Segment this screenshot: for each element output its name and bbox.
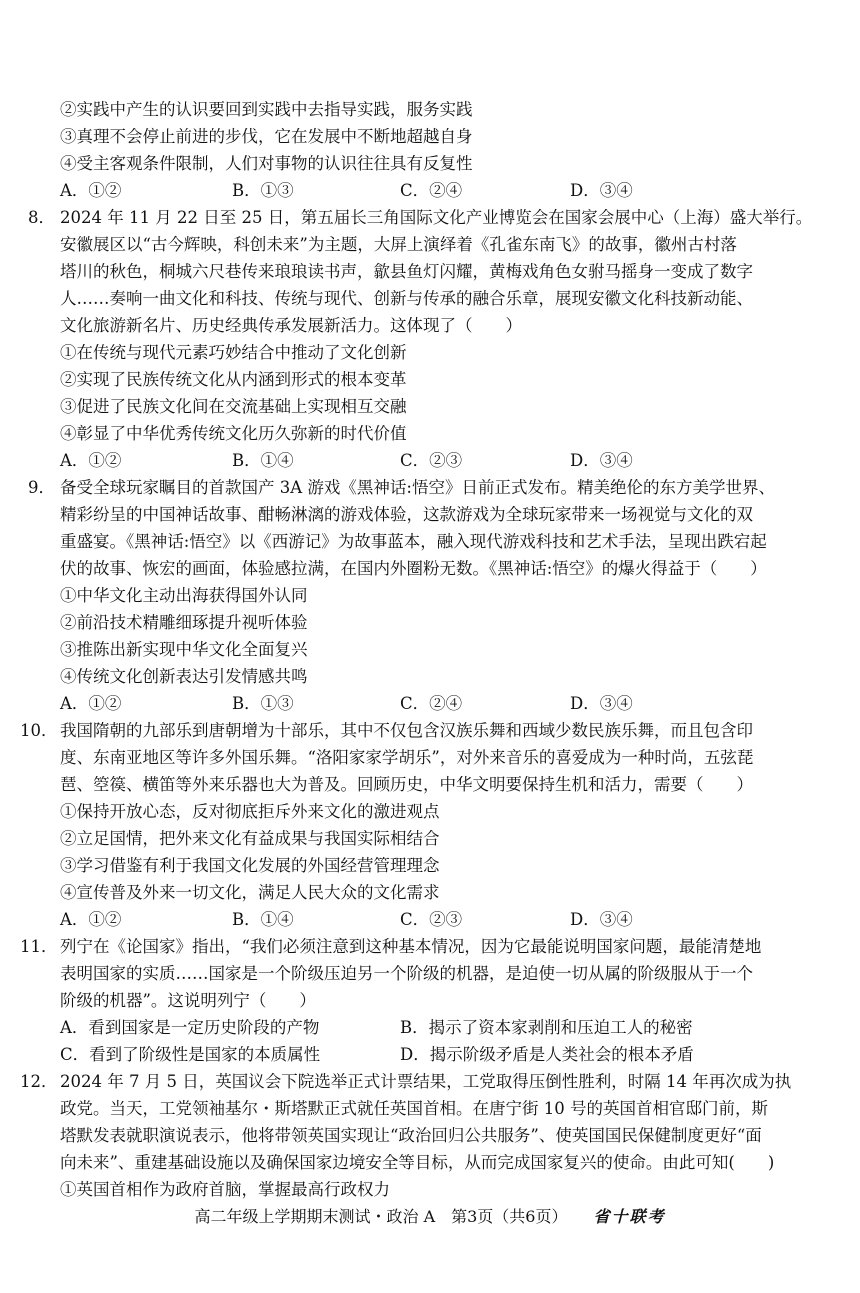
q7-item-2: ②实践中产生的认识要回到实践中去指导实践，服务实践 bbox=[60, 100, 473, 119]
q10-stem-line-3: 琶、箜篌、横笛等外来乐器也大为普及。回顾历史，中华文明要保持生机和活力，需要（ ） bbox=[60, 775, 753, 794]
q9-stem-line-4: 伏的故事、恢宏的画面，体验感拉满，在国内外圈粉无数。《黑神话:悟空》的爆火得益于（ ） bbox=[60, 559, 767, 578]
q7-item-4: ④受主客观条件限制，人们对事物的认识往往具有反复性 bbox=[60, 154, 473, 173]
q9-stem-line-3: 重盛宴。《黑神话:悟空》以《西游记》为故事蓝本，融入现代游戏科技和艺术手法，呈现出跌宕起 bbox=[60, 532, 767, 551]
q10-option-d: D．③④ bbox=[570, 910, 633, 929]
q10-item-1: ①保持开放心态，反对彻底拒斥外来文化的激进观点 bbox=[60, 802, 440, 821]
footer-text: 高二年级上学期期末测试・政治 A 第3页（共6页） bbox=[194, 1207, 568, 1226]
q7-option-b: B．①③ bbox=[232, 181, 294, 200]
q8-option-a: A．①② bbox=[60, 451, 122, 470]
q11-option-d: D．揭示阶级矛盾是人类社会的根本矛盾 bbox=[400, 1045, 694, 1064]
q8-item-1: ①在传统与现代元素巧妙结合中推动了文化创新 bbox=[60, 343, 407, 362]
q8-stem-line-3: 塔川的秋色，桐城六尺巷传来琅琅读书声，歙县鱼灯闪耀，黄梅戏角色女驸马摇身一变成了数字 bbox=[60, 262, 753, 281]
q9-option-b: B．①③ bbox=[232, 694, 294, 713]
q7-option-c: C．②④ bbox=[400, 181, 463, 200]
q11-number: 11． bbox=[20, 937, 58, 956]
q10-item-4: ④宣传普及外来一切文化，满足人民大众的文化需求 bbox=[60, 883, 440, 902]
q8-item-2: ②实现了民族传统文化从内涵到形式的根本变革 bbox=[60, 370, 407, 389]
q8-option-b: B．①④ bbox=[232, 451, 294, 470]
q10-item-2: ②立足国情，把外来文化有益成果与我国实际相结合 bbox=[60, 829, 440, 848]
q8-stem-line-5: 文化旅游新名片、历史经典传承发展新活力。这体现了（ ） bbox=[60, 316, 522, 335]
q11-stem-line-1: 列宁在《论国家》指出，“我们必须注意到这种基本情况，因为它最能说明国家问题，最能清楚地 bbox=[60, 937, 762, 956]
q8-item-3: ③促进了民族文化间在交流基础上实现相互交融 bbox=[60, 397, 407, 416]
q8-stem-line-2: 安徽展区以“古今辉映，科创未来”为主题，大屏上演绎着《孔雀东南飞》的故事，徽州古村落 bbox=[60, 235, 737, 254]
q9-option-a: A．①② bbox=[60, 694, 122, 713]
q8-stem-line-1: 2024 年 11 月 22 日至 25 日，第五届长三角国际文化产业博览会在国家会展中心（上海）盛大举行。 bbox=[60, 208, 813, 227]
q8-number: 8． bbox=[28, 208, 55, 227]
q9-item-1: ①中华文化主动出海获得国外认同 bbox=[60, 586, 308, 605]
q12-item-1: ①英国首相作为政府首脑，掌握最高行政权力 bbox=[60, 1180, 390, 1199]
q9-item-3: ③推陈出新实现中华文化全面复兴 bbox=[60, 640, 308, 659]
q11-option-c: C．看到了阶级性是国家的本质属性 bbox=[60, 1045, 321, 1064]
q12-stem-line-4: 向未来”、重建基础设施以及确保国家边境安全等目标，从而完成国家复兴的使命。由此可知( ) bbox=[60, 1153, 775, 1172]
q12-number: 12． bbox=[20, 1072, 58, 1091]
exam-brand: 省十联考 bbox=[593, 1207, 666, 1226]
q12-stem-line-3: 塔默发表就职演说表示，他将带领英国实现让“政治回归公共服务”、使英国国民保健制度更好“面 bbox=[60, 1126, 762, 1145]
q7-item-3: ③真理不会停止前进的步伐，它在发展中不断地超越自身 bbox=[60, 127, 473, 146]
q7-option-d: D．③④ bbox=[570, 181, 633, 200]
q9-number: 9． bbox=[28, 478, 55, 497]
q11-stem-line-2: 表明国家的实质……国家是一个阶级压迫另一个阶级的机器，是迫使一切从属的阶级服从于一个 bbox=[60, 964, 753, 983]
q10-option-c: C．②③ bbox=[400, 910, 463, 929]
q9-option-c: C．②④ bbox=[400, 694, 463, 713]
q9-item-2: ②前沿技术精雕细琢提升视听体验 bbox=[60, 613, 308, 632]
q9-stem-line-2: 精彩纷呈的中国神话故事、酣畅淋漓的游戏体验，这款游戏为全球玩家带来一场视觉与文化的双 bbox=[60, 505, 753, 524]
q12-stem-line-1: 2024 年 7 月 5 日，英国议会下院选举正式计票结果，工党取得压倒性胜利，时隔 14 年再次成为执 bbox=[60, 1072, 792, 1091]
q8-stem-line-4: 人……奏响一曲文化和科技、传统与现代、创新与传承的融合乐章，展现安徽文化科技新动能、 bbox=[60, 289, 753, 308]
q7-option-a: A．①② bbox=[60, 181, 122, 200]
q10-number: 10． bbox=[20, 721, 58, 740]
q10-stem-line-1: 我国隋朝的九部乐到唐朝增为十部乐，其中不仅包含汉族乐舞和西域少数民族乐舞，而且包含印 bbox=[60, 721, 753, 740]
q11-option-a: A．看到国家是一定历史阶段的产物 bbox=[60, 1018, 320, 1037]
q12-stem-line-2: 政党。当天，工党领袖基尔・斯塔默正式就任英国首相。在唐宁街 10 号的英国首相官邸门前，斯 bbox=[60, 1099, 768, 1118]
page-footer bbox=[0, 1205, 860, 1229]
q8-item-4: ④彰显了中华优秀传统文化历久弥新的时代价值 bbox=[60, 424, 407, 443]
q9-stem-line-1: 备受全球玩家瞩目的首款国产 3A 游戏《黑神话:悟空》日前正式发布。精美绝伦的东方美学世界、 bbox=[60, 478, 775, 497]
q8-option-c: C．②③ bbox=[400, 451, 463, 470]
q10-option-b: B．①④ bbox=[232, 910, 294, 929]
q11-stem-line-3: 阶级的机器”。这说明列宁（ ） bbox=[60, 991, 316, 1010]
q10-stem-line-2: 度、东南亚地区等许多外国乐舞。“洛阳家家学胡乐”，对外来音乐的喜爱成为一种时尚，五弦琵 bbox=[60, 748, 754, 767]
q10-item-3: ③学习借鉴有利于我国文化发展的外国经营管理理念 bbox=[60, 856, 440, 875]
q9-item-4: ④传统文化创新表达引发情感共鸣 bbox=[60, 667, 308, 686]
q9-option-d: D．③④ bbox=[570, 694, 633, 713]
q10-option-a: A．①② bbox=[60, 910, 122, 929]
q11-option-b: B．揭示了资本家剥削和压迫工人的秘密 bbox=[400, 1018, 693, 1037]
q8-option-d: D．③④ bbox=[570, 451, 633, 470]
